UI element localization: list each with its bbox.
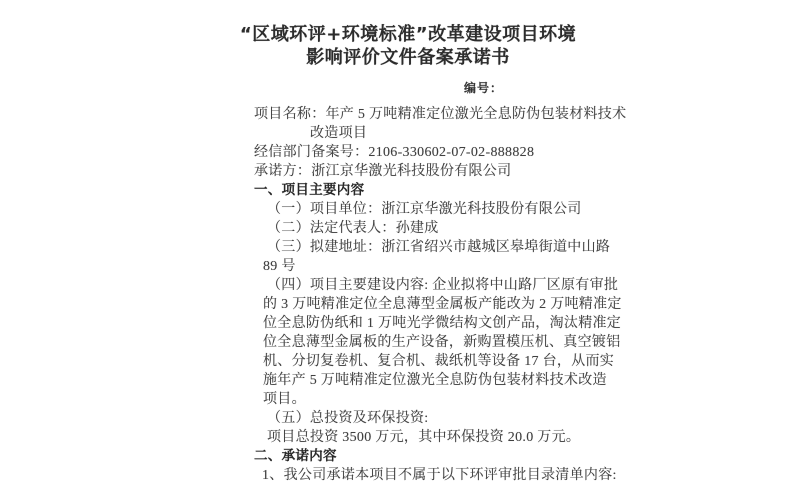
promisor-line: 承诺方：浙江京华激光科技股份有限公司 — [254, 164, 512, 179]
project-name-line-1: 项目名称：年产 5 万吨精准定位激光全息防伪包装材料技术 — [254, 107, 627, 122]
document-body — [254, 105, 654, 485]
document-title — [8, 23, 800, 69]
section-1-heading: 一、项目主要内容 — [254, 182, 365, 198]
commitment-item-1-line: 1、我公司承诺本项目不属于以下环评审批目录清单内容: — [262, 468, 617, 483]
construction-content-line-5: 机、分切复卷机、复合机、裁纸机等设备 17 台，从而实 — [263, 354, 615, 369]
document-title-line-1: “区域环评+环境标准”改革建设项目环境 — [239, 24, 577, 45]
construction-content-line-4: 位全息薄型金属板的生产设备，新购置模压机、真空镀铝 — [263, 335, 621, 350]
document-title-line-2: 影响评价文件备案承诺书 — [306, 47, 510, 68]
construction-content-line-7: 项目。 — [263, 392, 306, 407]
address-line-1: （三）拟建地址：浙江省绍兴市越城区皋埠街道中山路 — [267, 240, 611, 255]
legal-representative-line: （二）法定代表人：孙建成 — [267, 221, 439, 236]
record-number-line: 经信部门备案号：2106-330602-07-02-888828 — [254, 145, 535, 160]
project-name-line-2: 改造项目 — [310, 126, 368, 141]
address-line-2: 89 号 — [263, 259, 296, 274]
construction-content-line-6: 施年产 5 万吨精准定位激光全息防伪包装材料技术改造 — [263, 373, 607, 388]
serial-number-label: 编号： — [464, 81, 504, 95]
construction-content-line-3: 位全息防伪纸和 1 万吨光学微结构文创产品，淘汰精准定 — [263, 316, 622, 331]
investment-heading-line: （五）总投资及环保投资: — [267, 411, 429, 426]
investment-amount-line: 项目总投资 3500 万元，其中环保投资 20.0 万元。 — [267, 430, 581, 445]
project-unit-line: （一）项目单位：浙江京华激光科技股份有限公司 — [267, 202, 582, 217]
construction-content-line-2: 的 3 万吨精准定位全息薄型金属板产能改为 2 万吨精准定 — [263, 297, 622, 312]
construction-content-line-1: （四）项目主要建设内容: 企业拟将中山路厂区原有审批 — [267, 278, 619, 293]
section-2-heading: 二、承诺内容 — [254, 448, 337, 464]
